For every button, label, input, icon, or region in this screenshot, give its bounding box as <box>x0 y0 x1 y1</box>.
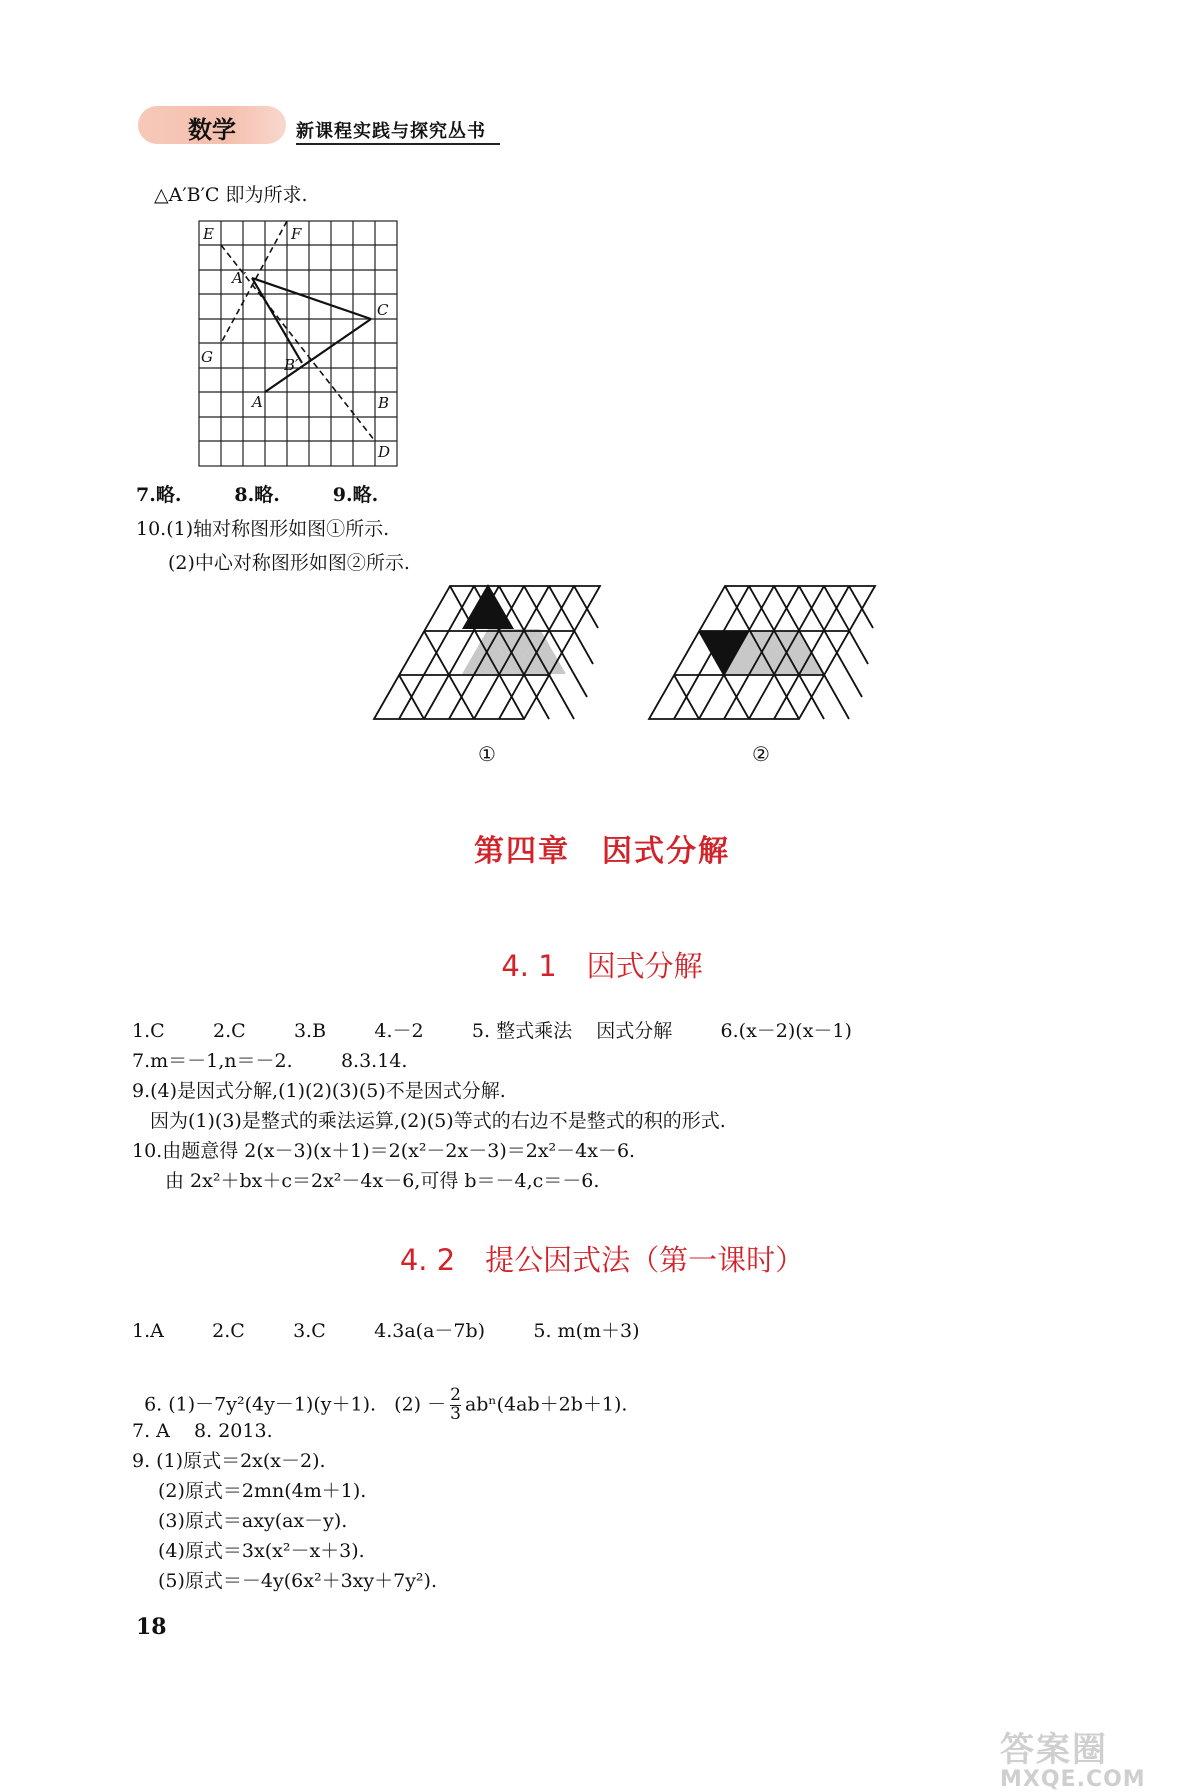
s42-answer-9-3: (3)原式＝axy(ax－y). <box>158 1510 348 1532</box>
s42-answer-9-4: (4)原式＝3x(x²－x＋3). <box>158 1540 365 1562</box>
answer-10-part2: (2)中心对称图形如图②所示. <box>168 552 410 574</box>
grid-label-e: E <box>203 225 214 243</box>
q6-caption: △A′B′C 即为所求. <box>154 184 308 206</box>
section-4-1-heading <box>0 944 1204 985</box>
section-4-2-number: 4. 2 <box>399 1243 456 1277</box>
fraction-numerator: 2 <box>450 1384 461 1405</box>
header-rule <box>296 143 500 145</box>
s41-answer-9-reason: 因为(1)(3)是整式的乘法运算,(2)(5)等式的右边不是整式的积的形式. <box>150 1110 726 1132</box>
grid-label-b: B <box>378 394 390 412</box>
watermark <box>1000 1722 1190 1792</box>
fraction-denominator: 3 <box>450 1403 461 1424</box>
header-subject: 数学 <box>188 116 236 144</box>
s42-answer-6-part2: abⁿ(4ab＋2b＋1). <box>464 1393 628 1416</box>
grid-label-f: F <box>291 225 302 243</box>
chapter-title: 第四章 因式分解 <box>474 834 730 869</box>
section-4-2-title: 提公因式法（第一课时） <box>485 1243 805 1277</box>
grid-label-b-prime: B′ <box>284 356 299 374</box>
s41-answers-7-8: 7.m＝－1,n＝－2. 8.3.14. <box>132 1050 408 1072</box>
figure-2-lattice <box>645 584 881 722</box>
s42-answer-9-5: (5)原式＝－4y(6x²＋3xy＋7y²). <box>158 1570 437 1592</box>
answer-10-part1: 10.(1)轴对称图形如图①所示. <box>136 518 390 540</box>
section-4-1-title: 因式分解 <box>586 949 703 983</box>
grid-label-d: D <box>378 443 391 461</box>
s42-answer-6-part1: 6. (1)－7y²(4y－1)(y＋1). (2) － <box>144 1393 447 1416</box>
header-series-title: 新课程实践与探究丛书 <box>296 121 486 142</box>
s41-answer-10: 10.由题意得 2(x－3)(x＋1)＝2(x²－2x－3)＝2x²－4x－6. <box>132 1140 636 1162</box>
section-4-1-number: 4. 1 <box>501 949 557 983</box>
grid-label-c: C <box>377 301 389 319</box>
figure-1-lattice <box>370 584 606 722</box>
s42-answer-6 <box>132 1364 627 1423</box>
s42-answers-1-5: 1.A 2.C 3.C 4.3a(a－7b) 5. m(m＋3) <box>132 1320 640 1342</box>
s42-answers-7-8: 7. A 8. 2013. <box>132 1420 273 1442</box>
watermark-top: 答案圈 <box>1000 1730 1108 1770</box>
s41-answers-1-6: 1.C 2.C 3.B 4.－2 5. 整式乘法 因式分解 6.(x－2)(x－1) <box>132 1020 852 1042</box>
answers-7-9: 7.略. 8.略. 9.略. <box>136 484 379 506</box>
grid-figure <box>190 215 410 475</box>
s42-answer-9-2: (2)原式＝2mn(4m＋1). <box>158 1480 367 1502</box>
grid-label-g: G <box>201 348 213 366</box>
figure-2-label: ② <box>752 742 770 766</box>
watermark-bottom: MXQE.COM <box>1000 1767 1146 1792</box>
grid-label-a-prime: A′ <box>232 269 247 287</box>
s41-answer-10-result: 由 2x²＋bx＋c＝2x²－4x－6,可得 b＝－4,c＝－6. <box>165 1170 600 1192</box>
figure-1-label: ① <box>478 742 496 766</box>
grid-label-a: A <box>252 393 263 411</box>
section-4-2-heading <box>0 1238 1204 1279</box>
s42-answer-9-1: 9. (1)原式＝2x(x－2). <box>132 1450 326 1472</box>
s41-answer-9: 9.(4)是因式分解,(1)(2)(3)(5)不是因式分解. <box>132 1080 506 1102</box>
page-number: 18 <box>136 1614 167 1640</box>
s42-answer-6-fraction <box>450 1384 461 1424</box>
